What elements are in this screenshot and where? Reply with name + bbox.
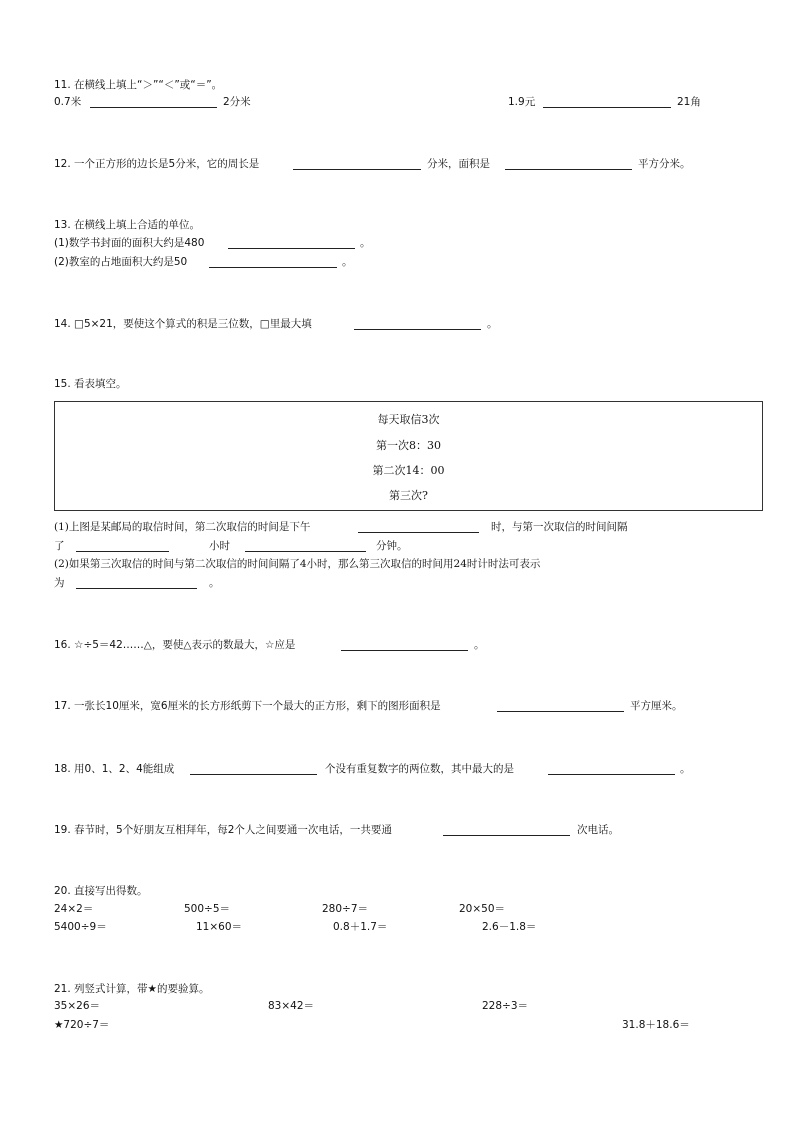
q15-blank-3[interactable] — [245, 550, 366, 552]
q15-blank-2[interactable] — [76, 550, 169, 552]
q19-pre: 19. 春节时，5个好朋友互相拜年，每2个人之间要通一次电话，一共要通 — [54, 824, 392, 836]
q11-a-left: 0.7米 — [54, 96, 82, 108]
q15-p1-mid: 时，与第一次取信的时间间隔 — [491, 521, 628, 533]
q15-blank-1[interactable] — [358, 531, 479, 533]
q15-p2-l2-post: 。 — [209, 577, 220, 589]
q15-p1-l2-post: 分钟。 — [376, 540, 408, 552]
q20-item: 0.8＋1.7＝ — [333, 921, 388, 933]
q18-mid: 个没有重复数字的两位数，其中最大的是 — [325, 763, 514, 775]
q16-pre: 16. ☆÷5＝42……△，要使△表示的数最大，☆应是 — [54, 639, 296, 651]
q21-item: 35×26＝ — [54, 1000, 101, 1012]
q12-blank-1[interactable] — [293, 168, 421, 170]
q13-p2: (2)教室的占地面积大约是50 — [54, 256, 188, 268]
q21-item: 83×42＝ — [268, 1000, 315, 1012]
q15-p2-l2-pre: 为 — [54, 577, 65, 589]
q11-b-left: 1.9元 — [508, 96, 536, 108]
q12-post: 平方分米。 — [638, 158, 691, 170]
schedule-second: 第二次14：00 — [372, 464, 445, 477]
q11-stem: 11. 在横线上填上“＞”“＜”或“＝”。 — [54, 79, 223, 91]
q18-post: 。 — [680, 763, 691, 775]
q16-post: 。 — [474, 639, 485, 651]
q20-item: 280÷7＝ — [322, 903, 369, 915]
q17-pre: 17. 一张长10厘米，宽6厘米的长方形纸剪下一个最大的正方形，剩下的图形面积是 — [54, 700, 441, 712]
q20-item: 20×50＝ — [459, 903, 506, 915]
schedule-title: 每天取信3次 — [377, 413, 440, 426]
schedule-table — [54, 401, 763, 511]
q15-p1-pre: (1)上图是某邮局的取信时间，第二次取信的时间是下午 — [54, 521, 311, 533]
q13-p1: (1)数学书封面的面积大约是480 — [54, 237, 205, 249]
q11-b-right: 21角 — [677, 96, 701, 108]
q12-mid: 分米，面积是 — [427, 158, 490, 170]
q20-item: 2.6－1.8＝ — [482, 921, 537, 933]
q15-p1-l2-pre: 了 — [54, 540, 65, 552]
q17-post: 平方厘米。 — [630, 700, 683, 712]
q18-blank-1[interactable] — [190, 773, 317, 775]
q19-post: 次电话。 — [577, 824, 619, 836]
q21-item: ★720÷7＝ — [54, 1019, 110, 1031]
q20-stem: 20. 直接写出得数。 — [54, 885, 148, 897]
q19-blank[interactable] — [443, 834, 570, 836]
q21-stem: 21. 列竖式计算，带★的要验算。 — [54, 983, 210, 995]
schedule-third: 第三次? — [389, 489, 428, 502]
q17-blank[interactable] — [497, 710, 624, 712]
q13-blank-1[interactable] — [228, 247, 355, 249]
q11-b-blank[interactable] — [543, 106, 671, 108]
q20-item: 24×2＝ — [54, 903, 94, 915]
q11-a-right: 2分米 — [223, 96, 251, 108]
q15-blank-4[interactable] — [76, 587, 197, 589]
q13-dot-2: 。 — [342, 256, 353, 268]
q21-item: 228÷3＝ — [482, 1000, 529, 1012]
q14-post: 。 — [487, 318, 498, 330]
q20-item: 11×60＝ — [196, 921, 243, 933]
q16-blank[interactable] — [341, 649, 468, 651]
q18-pre: 18. 用0、1、2、4能组成 — [54, 763, 175, 775]
q13-dot-1: 。 — [360, 237, 371, 249]
q20-item: 5400÷9＝ — [54, 921, 107, 933]
q12-pre: 12. 一个正方形的边长是5分米，它的周长是 — [54, 158, 260, 170]
q11-a-blank[interactable] — [90, 106, 217, 108]
q15-stem: 15. 看表填空。 — [54, 378, 127, 390]
schedule-first: 第一次8：30 — [376, 439, 441, 452]
q13-stem: 13. 在横线上填上合适的单位。 — [54, 219, 201, 231]
q15-p2-l1: (2)如果第三次取信的时间与第二次取信的时间间隔了4小时，那么第三次取信的时间用24时计时法可表示 — [54, 558, 541, 570]
q15-p1-l2-mid: 小时 — [209, 540, 230, 552]
q13-blank-2[interactable] — [209, 266, 337, 268]
q20-item: 500÷5＝ — [184, 903, 231, 915]
q12-blank-2[interactable] — [505, 168, 632, 170]
q14-pre: 14. □5×21，要使这个算式的积是三位数，□里最大填 — [54, 318, 312, 330]
q21-item: 31.8＋18.6＝ — [622, 1019, 690, 1031]
q14-blank[interactable] — [354, 328, 481, 330]
q18-blank-2[interactable] — [548, 773, 675, 775]
